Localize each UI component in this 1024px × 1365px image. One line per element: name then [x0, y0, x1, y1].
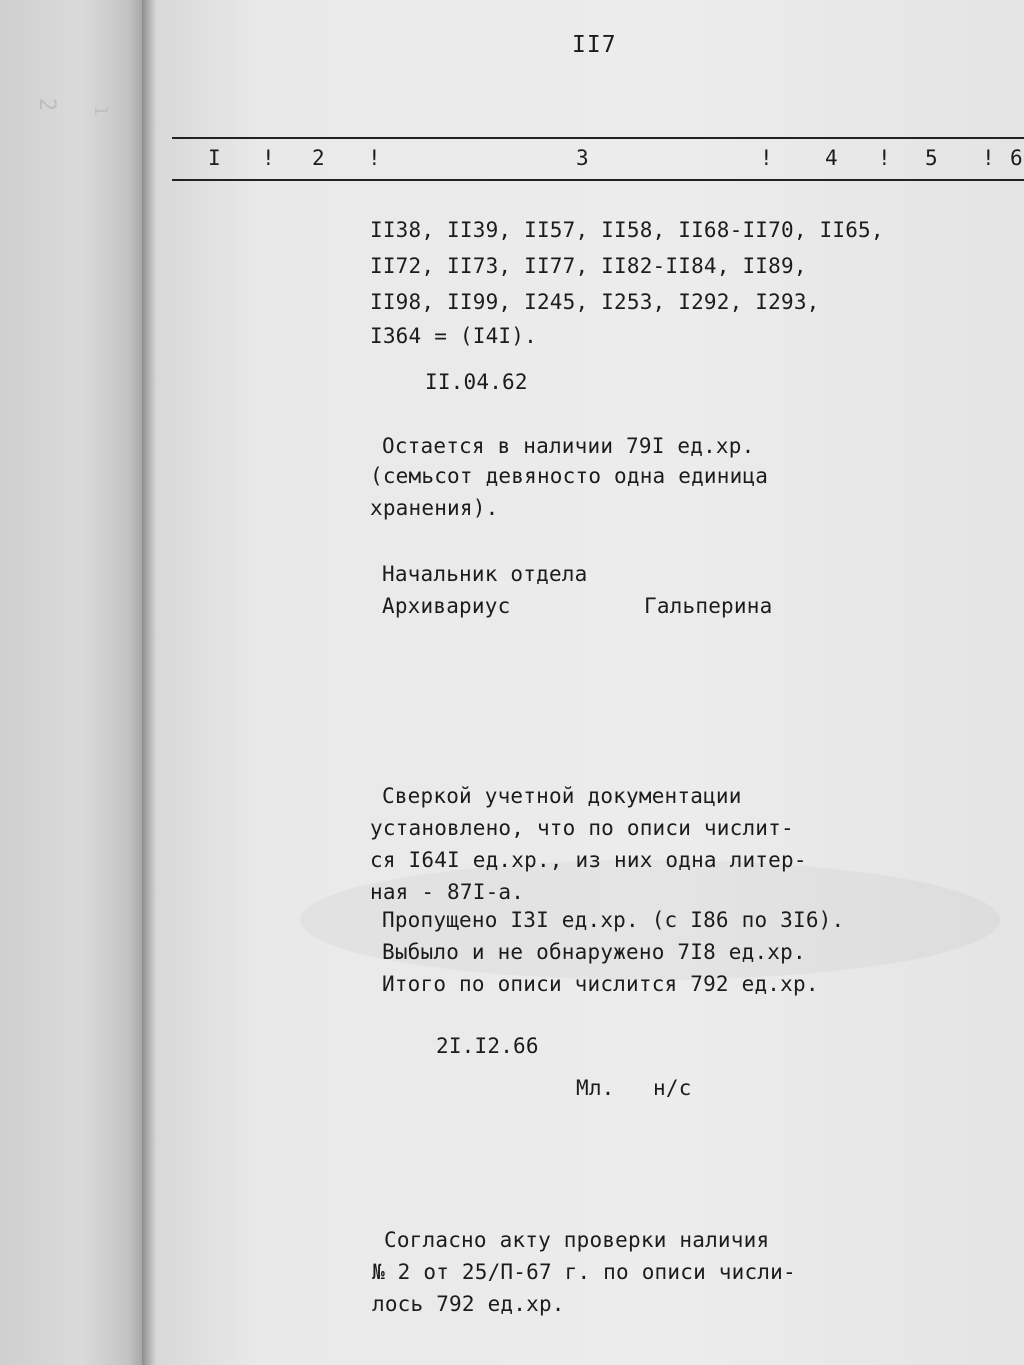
entry-text-line: № 2 от 25/П-67 г. по описи числи-: [372, 1260, 796, 1284]
entry-text-line: установлено, что по описи числит-: [370, 816, 794, 840]
record-numbers-line: II38, II39, II57, II58, II68-II70, II65,: [370, 218, 884, 242]
header-rule-top: [172, 137, 1024, 139]
signature-name: Гальперина: [644, 594, 773, 618]
column-header-3: 3: [576, 146, 589, 170]
column-separator: !: [878, 146, 891, 170]
entry-text-line: лось 792 ед.хр.: [372, 1292, 565, 1316]
facing-page-mark: 2: [34, 97, 60, 112]
header-rule-bottom: [172, 179, 1024, 181]
page-number: II7: [572, 32, 617, 58]
entry-date: II.04.62: [425, 370, 528, 394]
entry-text-line: ная - 87I-а.: [370, 880, 525, 904]
column-separator: !: [368, 146, 381, 170]
entry-text-line: Пропущено I3I ед.хр. (с I86 по 3I6).: [382, 908, 845, 932]
column-header-6: 6: [1010, 146, 1023, 170]
column-header-4: 4: [825, 146, 838, 170]
entry-date: 2I.I2.66: [436, 1034, 539, 1058]
entry-text-line: Итого по описи числится 792 ед.хр.: [382, 972, 819, 996]
column-header-5: 5: [925, 146, 938, 170]
book-gutter: [142, 0, 156, 1365]
record-numbers-line: II98, II99, I245, I253, I292, I293,: [370, 290, 820, 314]
column-header-2: 2: [312, 146, 325, 170]
document-page: [156, 0, 1024, 1365]
entry-text-line: (семьсот девяносто одна единица: [370, 464, 769, 488]
entry-text-line: Остается в наличии 79I ед.хр.: [382, 434, 755, 458]
signature-title: Начальник отдела: [382, 562, 588, 586]
column-separator: !: [982, 146, 995, 170]
entry-text-line: хранения).: [370, 496, 499, 520]
signature: Мл. н/с: [576, 1076, 692, 1100]
facing-page-mark: 1: [89, 105, 111, 116]
entry-text-line: Выбыло и не обнаружено 7I8 ед.хр.: [382, 940, 806, 964]
column-separator: !: [262, 146, 275, 170]
entry-text-line: Согласно акту проверки наличия: [384, 1228, 770, 1252]
column-separator: !: [760, 146, 773, 170]
column-header-1: I: [208, 146, 221, 170]
facing-page: [0, 0, 150, 1365]
record-numbers-line: II72, II73, II77, II82-II84, II89,: [370, 254, 807, 278]
entry-text-line: Сверкой учетной документации: [382, 784, 742, 808]
entry-text-line: ся I64I ед.хр., из них одна литер-: [370, 848, 807, 872]
record-numbers-line: I364 = (I4I).: [370, 324, 537, 348]
signature-title: Архивариус: [382, 594, 511, 618]
